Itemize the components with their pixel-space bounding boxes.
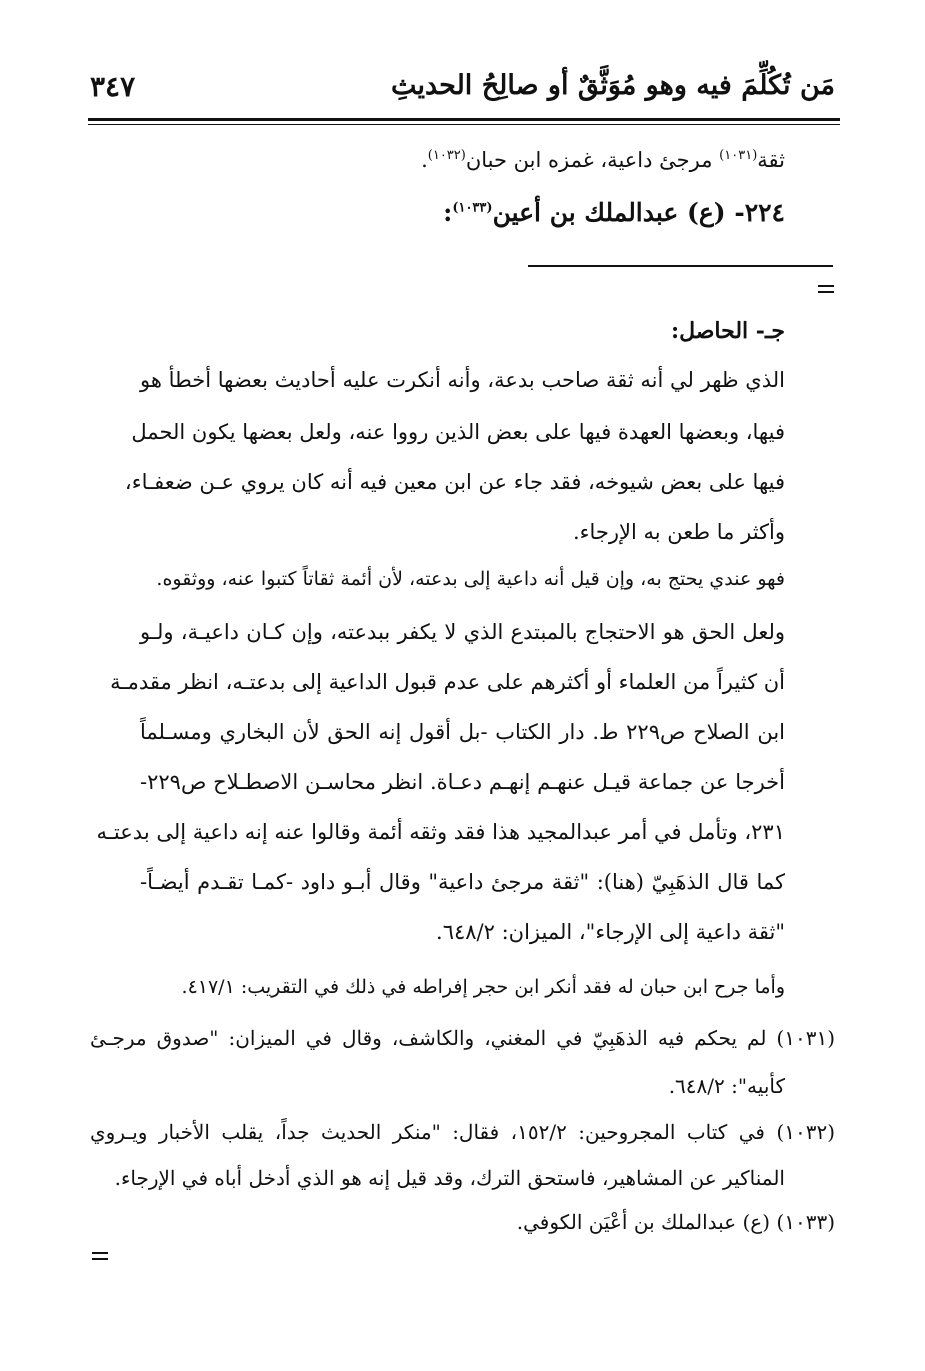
footnote-1032-line: (١٠٣٢) في كتاب المجروحين: ١٥٢/٢، فقال: "منكر الحديث جداً، يقلب الأخبار ويـروي [90,1120,835,1144]
header-rule-thick [88,118,840,121]
page-number: ٣٤٧ [90,70,136,103]
footnote-1031-line: (١٠٣١) لم يحكم فيه الذهَبِيّ في المغني، والكاشف، وقال في الميزان: "صدوق مرجـئ [90,1026,835,1050]
intro-text-c: . [421,148,428,172]
equals-marker [818,285,834,297]
intro-line [421,148,785,172]
body-line: ابن الصلاح ص٢٢٩ ط. دار الكتاب -بل أقول إنه الحق لأن البخاري ومسـلماً [140,720,785,744]
body-line: ولعل الحق هو الاحتجاج بالمبتدع الذي لا يكفر ببدعته، وإن كـان داعيـة، ولـو [140,620,785,644]
entry-heading [443,198,785,227]
footnote-ref-1032: (١٠٣٢) [427,148,466,163]
footnote-ref-1031: (١٠٣١) [719,148,758,163]
body-line: أن كثيراً من العلماء أو أكثرهم على عدم قبول الداعية إلى بدعتـه، انظر مقدمـة [110,670,785,694]
footnote-ref-1033: (١٠٣٣) [452,200,493,216]
body-line: فيها على بعض شيوخه، فقد جاء عن ابن معين فيه أنه كان يروي عـن ضعفـاء، [124,470,785,494]
body-line: "ثقة داعية إلى الإرجاء"، الميزان: ٦٤٨/٢. [436,920,785,944]
body-line: فيها، وبعضها العهدة فيها على بعض الذين رووا عنه، ولعل بعضها يكون الحمل [131,420,785,444]
footnote-1033-line: (١٠٣٣) (ع) عبدالملك بن أعْيَن الكوفي. [516,1210,835,1234]
running-head: مَن تُكُلِّمَ فيه وهو مُوَثَّقٌ أو صالِحُ الحديثِ [390,70,835,101]
equals-marker-bottom [92,1252,108,1264]
intro-text-a: ثقة [757,148,785,172]
body-line: كما قال الذهَبِيّ (هنا): "ثقة مرجئ داعية" وقال أبـو داود -كمـا تقـدم أيضـاً- [140,870,785,894]
section-separator [528,265,833,267]
body-line: فهو عندي يحتج به، وإن قيل أنه داعية إلى بدعته، لأن أئمة ثقاتاً كتبوا عنه، ووثقوه. [156,568,785,590]
body-line: الذي ظهر لي أنه ثقة صاحب بدعة، وأنه أنكرت عليه أحاديث بعضها أخطأ هو [140,368,785,392]
entry-heading-text: ٢٢٤- (ع) عبدالملك بن أعين [492,198,785,227]
intro-text-b: مرجئ داعية، غمزه ابن حبان [465,148,720,172]
body-line: وأما جرح ابن حبان له فقد أنكر ابن حجر إفراطه في ذلك في التقريب: ٤١٧/١. [181,976,785,998]
body-line: أخرجا عن جماعة قيـل عنهـم إنهـم دعـاة. انظر محاسـن الاصطـلاح ص٢٢٩- [140,770,785,794]
section-title: جـ- الحاصل: [670,318,785,344]
entry-heading-colon: : [443,198,453,227]
footnote-1032-cont: المناكير عن المشاهير، فاستحق الترك، وقد قيل إنه هو الذي أدخل أباه في الإرجاء. [114,1166,785,1190]
footnote-1031-cont: كأبيه": ٦٤٨/٢. [668,1074,785,1098]
body-line: وأكثر ما طعن به الإرجاء. [572,520,785,544]
body-line: ٢٣١، وتأمل في أمر عبدالمجيد هذا فقد وثقه أئمة وقالوا عنه إنه داعية إلى بدعتـه [96,820,785,844]
header-rule-thin [88,124,840,125]
